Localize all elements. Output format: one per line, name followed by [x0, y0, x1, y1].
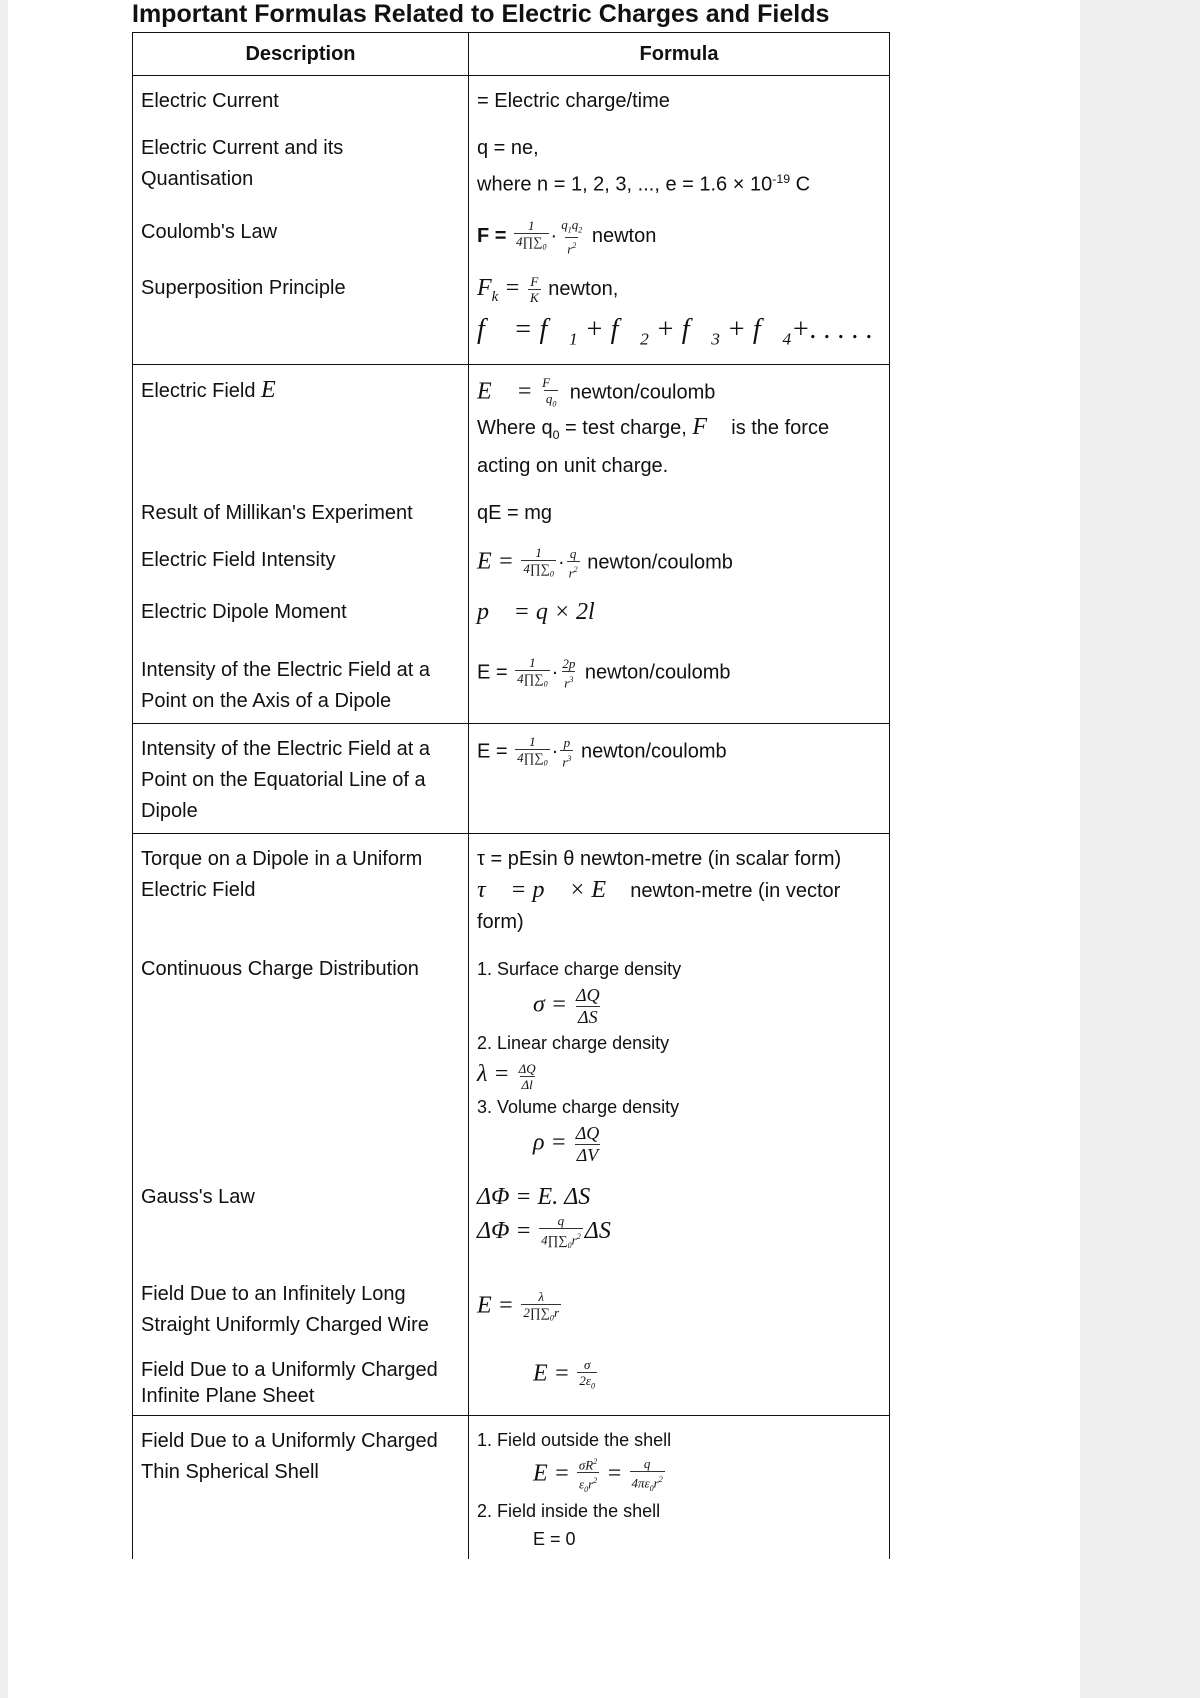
row-formula: [469, 263, 889, 364]
table-row: [133, 75, 889, 123]
formula-item-label: 3. Volume charge density: [477, 1096, 680, 1117]
formula-unit: C: [790, 173, 811, 196]
formula-line: q = ne,: [477, 137, 539, 159]
formula-line: E = $\frac{\sigma}{2\varepsilon_0}$: [477, 1357, 881, 1394]
note-text: = test charge,: [559, 416, 687, 439]
formula-unit: newton-metre (in vector form): [477, 880, 841, 934]
table-row: [133, 723, 889, 833]
fraction: $\frac{q}{r^2}$: [568, 545, 578, 581]
formula-line: E⃗ = $\frac{F⃗}{q_0}$ newton/coulomb: [477, 375, 881, 412]
row-formula: p⃗ = q × 2l⃗: [477, 599, 614, 626]
fraction: $\frac{q_1q_2}{r^2}$: [561, 216, 583, 257]
formula-line: [477, 164, 881, 201]
row-description: [133, 365, 469, 488]
table-row: [133, 587, 889, 645]
row-description: Electric Current: [133, 76, 469, 123]
table-row: [133, 1415, 889, 1559]
row-description: Intensity of the Electric Field at a Point on the Equatorial Line of a Dipole: [133, 724, 469, 833]
math-symbol: E⃗: [261, 376, 295, 403]
fraction: $\frac{\Delta Q}{\Delta V}$: [575, 1122, 600, 1165]
formula-unit: newton: [591, 224, 657, 247]
formula-line: $F_k$ = $\frac{F}{K}$ newton,: [477, 273, 619, 305]
fraction: $\frac{1}{4\prod\sum_0}$: [514, 218, 549, 255]
row-formula: = Electric charge/time: [477, 90, 670, 112]
row-description: Continuous Charge Distribution: [133, 944, 469, 1172]
formula-item-label: 2. Linear charge density: [477, 1033, 670, 1054]
formula-prefix: E =: [477, 740, 508, 763]
formula-line: σ = $\frac{\Delta Q}{\Delta S}$: [533, 985, 600, 1028]
fraction: $\frac{1}{4\prod\sum_0}$: [515, 655, 550, 692]
row-description: Field Due to an Infinitely Long Straight Uniformly Charged Wire: [133, 1269, 469, 1347]
fraction: $\frac{2p}{r^3}$: [562, 656, 576, 691]
page-title: Important Formulas Related to Electric Charges and Fields: [132, 0, 830, 28]
row-description: Electric Field Intensity: [133, 535, 469, 588]
formula-item-label: 2. Field inside the shell: [477, 1501, 661, 1522]
fraction: $\frac{\lambda}{2\prod\sum_0r}$: [521, 1289, 561, 1326]
right-margin-strip: [1080, 0, 1200, 1698]
formula-exponent: -19: [772, 172, 791, 186]
fraction: $\frac{F}{K}$: [530, 273, 539, 305]
fraction: $\frac{q}{4\prod\sum_0r^2}$: [539, 1213, 583, 1253]
row-formula: [469, 365, 889, 488]
row-description: Field Due to a Uniformly Charged Thin Spherical Shell: [133, 1416, 469, 1559]
formula-line: E = $\frac{\sigma R^2}{\varepsilon_0r^2}$ = $\frac{q}{4\pi\varepsilon_0r^2}$: [477, 1454, 881, 1497]
formula-line: τ = pEsin θ newton-metre (in scalar form): [477, 848, 842, 871]
formula-line: ρ = $\frac{\Delta Q}{\Delta V}$: [533, 1122, 600, 1165]
formula-prefix: F =: [477, 224, 507, 247]
row-formula: [469, 834, 889, 944]
row-formula: [469, 123, 889, 207]
table-row: [133, 263, 889, 364]
formula-table: [132, 32, 890, 1559]
fraction: $\frac{\Delta Q}{\Delta l}$: [518, 1060, 536, 1092]
table-row: [133, 207, 889, 263]
formula-unit: newton/coulomb: [580, 740, 727, 763]
table-row: [133, 944, 889, 1172]
table-row: [133, 645, 889, 723]
row-formula: E = $\frac{1}{4\prod\sum_0}$ · $\frac{p}{r^3}$ newton/coulomb: [477, 734, 727, 770]
math-symbol: F⃗: [692, 413, 726, 440]
row-description: Electric Dipole Moment: [133, 587, 469, 645]
fraction: $\frac{1}{4\prod\sum_0}$: [515, 734, 550, 771]
table-row: [133, 1269, 889, 1347]
row-formula: [469, 944, 889, 1172]
table-row: [133, 1347, 889, 1415]
fraction: $\frac{q}{4\pi\varepsilon_0r^2}$: [630, 1456, 665, 1496]
formula-unit: newton/coulomb: [584, 661, 731, 684]
table-row: [133, 833, 889, 944]
table-row: [133, 364, 889, 488]
fraction: $\frac{\sigma R^2}{\varepsilon_0r^2}$: [577, 1454, 599, 1497]
header-formula: Formula: [639, 43, 719, 65]
description-text: Electric Field: [141, 379, 256, 402]
row-formula: E = $\frac{\lambda}{2\prod\sum_0r}$: [469, 1269, 889, 1347]
row-description: Result of Millikan's Experiment: [133, 488, 469, 535]
table-header-row: [133, 32, 889, 75]
formula-line: τ⃗ = p⃗ × E⃗ newton-metre (in vector form): [477, 877, 841, 934]
formula-line: f⃗ = $f⃗_1$ + $f⃗_2$ + $f⃗_3$ + $f⃗_4+$. . . . .: [477, 314, 874, 349]
formula-prefix: E =: [477, 661, 508, 684]
row-formula: [469, 1172, 889, 1269]
formula-text: where n = 1, 2, 3, ..., e = 1.6 × 10: [477, 173, 773, 196]
row-description: Field Due to a Uniformly Charged Infinite Plane Sheet: [133, 1347, 469, 1415]
row-formula: F = $\frac{1}{4\prod\sum_0}$ · $\frac{q_1q_2}{r^2}$ newton: [477, 216, 657, 257]
note-text: Where q: [477, 416, 553, 439]
row-description: Superposition Principle: [133, 263, 469, 364]
row-description: Electric Current and its Quantisation: [133, 123, 469, 207]
fraction: $\frac{F⃗}{q_0}$: [540, 375, 562, 412]
formula-unit: newton,: [548, 277, 619, 300]
fraction: $\frac{\Delta Q}{\Delta S}$: [576, 985, 600, 1028]
formula-unit: newton/coulomb: [569, 381, 716, 404]
formula-line: ΔΦ = E. ΔS: [477, 1183, 591, 1210]
formula-line: λ = $\frac{\Delta Q}{\Delta l}$: [477, 1060, 536, 1092]
row-formula: qE = mg: [477, 501, 553, 524]
fraction: $\frac{1}{4\prod\sum_0}$: [521, 545, 556, 582]
row-formula: [469, 1347, 889, 1415]
table-row: [133, 123, 889, 207]
table-row: [133, 1172, 889, 1269]
row-description: Torque on a Dipole in a Uniform Electric Field: [133, 834, 469, 944]
row-description: Intensity of the Electric Field at a Point on the Axis of a Dipole: [133, 645, 469, 723]
left-margin-strip: [0, 0, 8, 1698]
header-description: Description: [133, 33, 469, 75]
fraction: $\frac{p}{r^3}$: [562, 735, 572, 770]
formula-unit: newton/coulomb: [587, 551, 733, 574]
table-row: [133, 488, 889, 535]
fraction: $\frac{\sigma}{2\varepsilon_0}$: [577, 1357, 597, 1394]
row-formula: E = $\frac{1}{4\prod\sum_0}$ · $\frac{q}{r^2}$ newton/coulomb: [477, 544, 733, 581]
formula-item-label: 1. Field outside the shell: [477, 1429, 672, 1450]
table-row: [133, 535, 889, 588]
row-description: Gauss's Law: [133, 1172, 469, 1269]
formula-note: [477, 412, 881, 482]
note-sub: 0: [552, 427, 560, 442]
row-description: Coulomb's Law: [133, 207, 469, 263]
row-formula: [469, 1416, 889, 1559]
formula-item-label: 1. Surface charge density: [477, 959, 682, 980]
note-text: is the force acting on unit charge.: [477, 416, 830, 477]
row-formula: E = $\frac{1}{4\prod\sum_0}$ · $\frac{2p}{r^3}$ newton/coulomb: [477, 655, 731, 691]
formula-line: E = 0: [533, 1529, 576, 1550]
formula-line: ΔΦ = $\frac{q}{4\prod\sum_0r^2}$ ΔS: [477, 1213, 881, 1253]
